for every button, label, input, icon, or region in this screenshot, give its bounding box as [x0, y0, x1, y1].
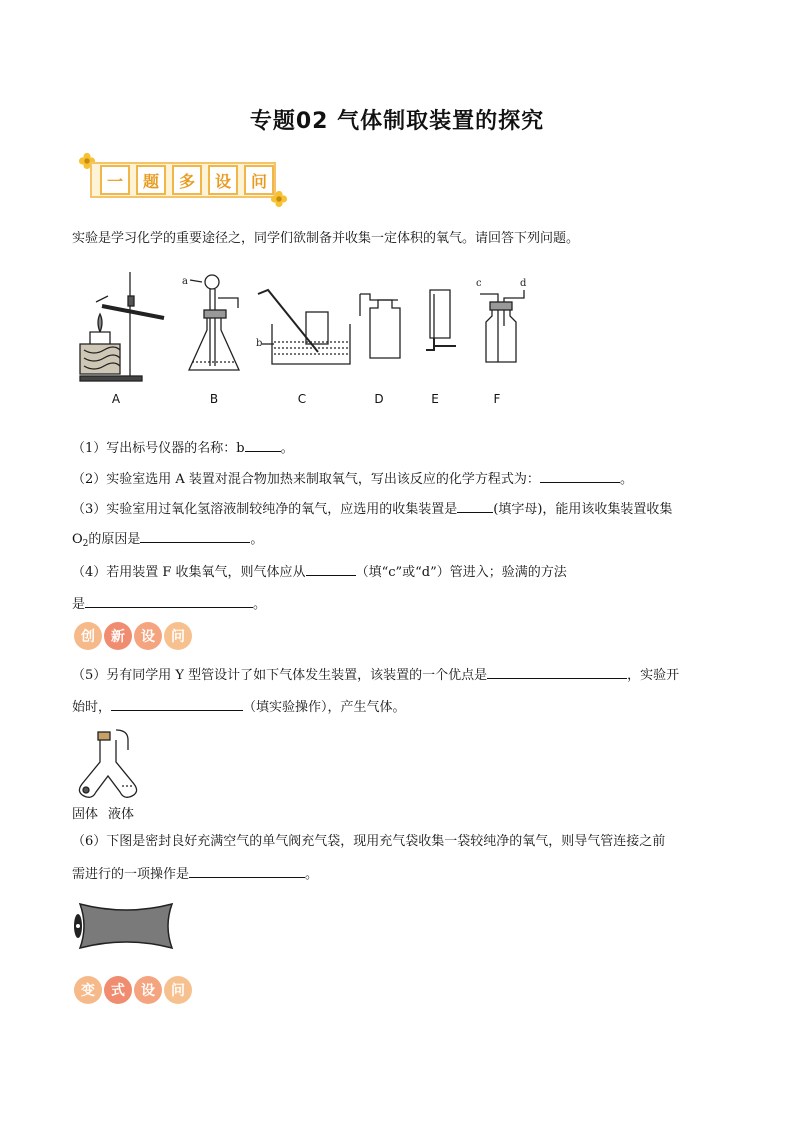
tag-c: c — [476, 278, 482, 289]
banner-char: 变 — [74, 976, 102, 1004]
section-banner-innovative — [74, 622, 192, 652]
apparatus-label-d: D — [374, 392, 384, 406]
apparatus-d — [360, 294, 400, 358]
question-5-line-2: 始时， （填实验操作），产生气体。 — [72, 696, 406, 718]
banner-char: 设 — [208, 165, 238, 195]
question-1: （1）写出标号仪器的名称：b 。 — [72, 437, 294, 459]
banner-char: 题 — [136, 165, 166, 195]
apparatus-label-c: C — [297, 392, 307, 406]
question-4-line-2: 是 。 — [72, 593, 266, 615]
banner-char: 多 — [172, 165, 202, 195]
apparatus-e — [426, 290, 456, 350]
flower-icon — [270, 190, 288, 208]
answer-blank[interactable] — [140, 528, 250, 543]
answer-blank[interactable] — [457, 498, 493, 513]
answer-blank[interactable] — [189, 863, 305, 878]
apparatus-label-f: F — [493, 392, 501, 406]
apparatus-label-b: B — [209, 392, 219, 406]
banner-char: 问 — [164, 976, 192, 1004]
banner-char: 式 — [104, 976, 132, 1004]
question-6: （6）下图是密封良好充满空气的单气阀充气袋，现用充气袋收集一袋较纯净的氧气，则导气管连接之前 — [72, 834, 666, 849]
banner-char: 设 — [134, 622, 162, 650]
banner-char: 问 — [164, 622, 192, 650]
apparatus-diagram — [72, 266, 542, 388]
banner-char: 一 — [100, 165, 130, 195]
y-tube-diagram — [74, 728, 144, 804]
apparatus-b — [182, 275, 239, 370]
apparatus-a — [80, 272, 164, 381]
gas-bag-image — [72, 896, 182, 956]
page-title: 专题02 气体制取装置的探究 — [249, 109, 545, 134]
section-banner-one-question — [78, 152, 290, 208]
question-2: （2）实验室选用 A 装置对混合物加热来制取氧气，写出该反应的化学方程式为： 。 — [72, 468, 633, 490]
question-1-text: （1）写出标号仪器的名称：b — [72, 441, 245, 456]
label-solid: 固体 — [72, 807, 99, 822]
section-banner-variant — [74, 976, 192, 1006]
question-2-text: （2）实验室选用 A 装置对混合物加热来制取氧气，写出该反应的化学方程式为： — [72, 472, 540, 487]
apparatus-c — [256, 290, 350, 364]
apparatus-f — [476, 278, 527, 362]
banner-char: 创 — [74, 622, 102, 650]
apparatus-label-a: A — [111, 392, 121, 406]
question-6-line-2: 需进行的一项操作是 。 — [72, 863, 318, 885]
intro-text: 实验是学习化学的重要途径之，同学们欲制备并收集一定体积的氧气。请回答下列问题。 — [72, 231, 580, 246]
answer-blank[interactable] — [487, 664, 627, 679]
answer-blank[interactable] — [306, 561, 356, 576]
banner-char: 设 — [134, 976, 162, 1004]
answer-blank[interactable] — [245, 437, 281, 452]
answer-blank[interactable] — [85, 593, 253, 608]
question-3-line-2: $O_2$的原因是 。 — [72, 528, 263, 554]
answer-blank[interactable] — [111, 696, 243, 711]
question-4: （4）若用装置 F 收集氧气，则气体应从 （填“c”或“d”）管进入；验满的方法 — [72, 561, 567, 583]
question-3: （3）实验室用过氧化氢溶液制较纯净的氧气，应选用的收集装置是 (填字母)，能用该收集装置收集 — [72, 498, 672, 520]
tag-a: a — [182, 276, 188, 287]
tag-b: b — [256, 338, 263, 349]
answer-blank[interactable] — [540, 468, 620, 483]
apparatus-label-e: E — [431, 392, 439, 406]
banner-char: 问 — [244, 165, 274, 195]
question-5: （5）另有同学用 Y 型管设计了如下气体发生装置，该装置的一个优点是 ，实验开 — [72, 664, 679, 686]
banner-char: 新 — [104, 622, 132, 650]
label-liquid: 液体 — [108, 807, 135, 822]
tag-d: d — [520, 278, 527, 289]
